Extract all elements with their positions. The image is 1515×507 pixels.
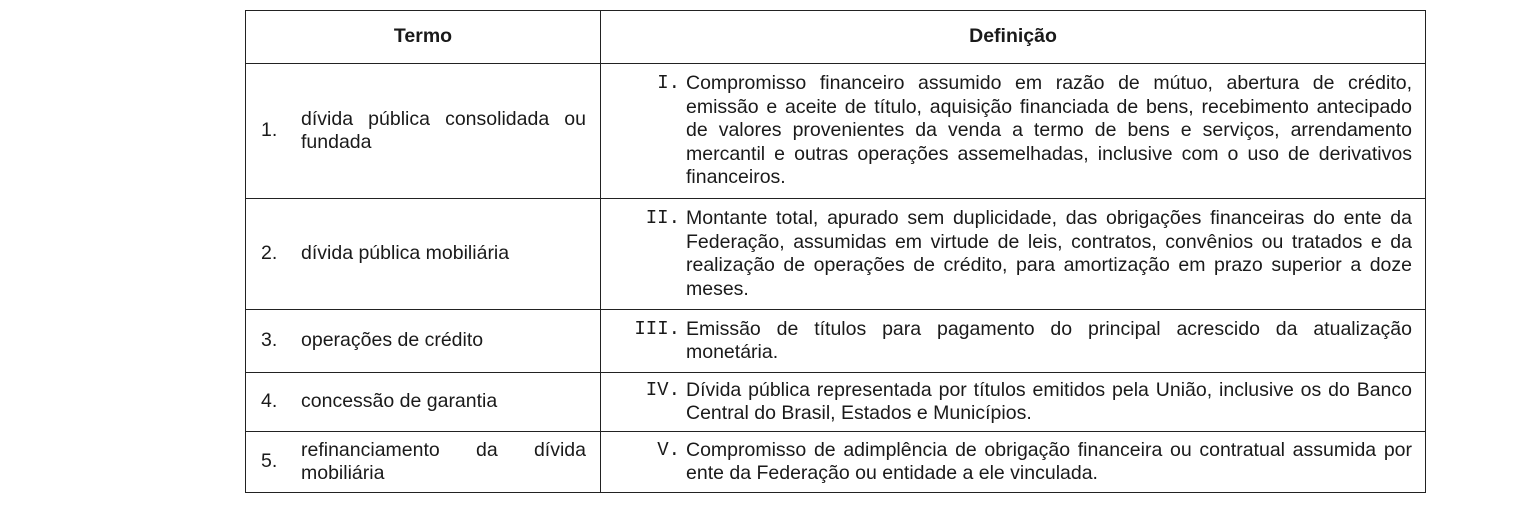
term-cell <box>246 64 601 199</box>
definition-cell <box>601 199 1426 310</box>
table-row <box>246 373 1426 432</box>
term-text: dívida pública mobiliária <box>301 242 510 265</box>
definition-numeral: V. <box>657 438 680 461</box>
definition-text: Compromisso de adimplência de obrigação financeira ou contratual assumida por ente da Federação ou entidade a ele vinculada. <box>686 438 1412 484</box>
header-definition: Definição <box>601 11 1426 64</box>
table-row <box>246 432 1426 493</box>
definition-cell <box>601 373 1426 432</box>
definition-numeral: I. <box>657 72 680 95</box>
definition-text: Emissão de títulos para pagamento do principal acrescido da atualização monetária. <box>686 317 1412 363</box>
definition-cell <box>601 432 1426 493</box>
definition-numeral: III. <box>634 317 680 340</box>
definition-numeral: IV. <box>645 378 680 401</box>
header-row <box>246 11 1426 64</box>
term-cell <box>246 199 601 310</box>
term-text: concessão de garantia <box>301 390 498 413</box>
definition-text: Dívida pública representada por títulos emitidos pela União, inclusive os do Banco Central do Brasil, Estados e Municípios. <box>686 378 1412 424</box>
table-row <box>246 199 1426 310</box>
term-text: refinanciamento da dívida mobiliária <box>301 438 586 484</box>
terms-definitions-table <box>245 10 1426 493</box>
term-number: 1. <box>261 119 278 142</box>
table-row <box>246 310 1426 373</box>
table-row <box>246 64 1426 199</box>
term-number: 4. <box>261 390 278 413</box>
header-term: Termo <box>246 11 601 64</box>
term-cell <box>246 310 601 373</box>
term-number: 2. <box>261 242 278 265</box>
definition-numeral: II. <box>645 207 680 229</box>
definition-cell <box>601 64 1426 199</box>
term-text: operações de crédito <box>301 329 484 352</box>
definition-text: Montante total, apurado sem duplicidade, das obrigações financeiras do ente da Federação, assumidas em virtude de leis, contratos, convênios ou tratados e da realização de operações de crédito, para amortização em prazo superior a doze meses. <box>686 207 1412 300</box>
term-cell <box>246 432 601 493</box>
term-number: 3. <box>261 329 278 352</box>
definition-text: Compromisso financeiro assumido em razão de mútuo, abertura de crédito, emissão e aceite de título, aquisição financiada de bens, recebimento antecipado de valores provenientes da venda a termo de bens e serviços, arrendamento mercantil e outras operações assemelhadas, inclusive com o uso de derivativos financeiros. <box>686 72 1412 189</box>
term-number: 5. <box>261 450 278 473</box>
term-cell <box>246 373 601 432</box>
term-text: dívida pública consolidada ou fundada <box>301 107 586 153</box>
definition-cell <box>601 310 1426 373</box>
